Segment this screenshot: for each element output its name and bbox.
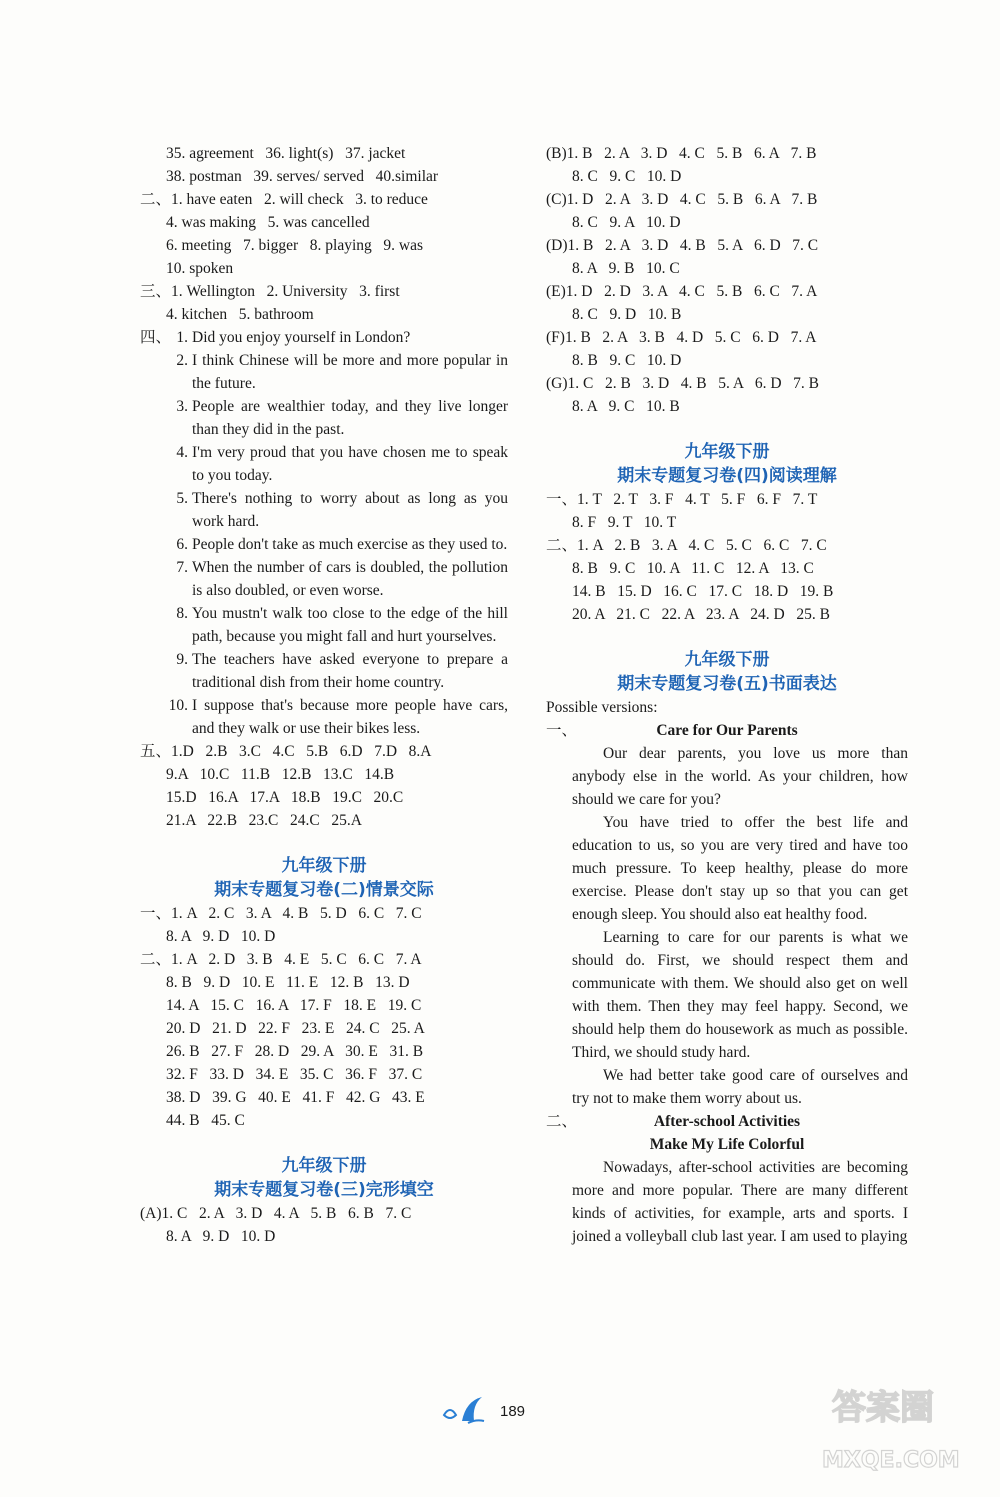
grade-heading: 九年级下册 xyxy=(281,856,367,876)
answer-line: 26. B 27. F 28. D 29. A 30. E 31. B xyxy=(166,1043,424,1060)
sentence-item: 5. There's nothing to worry about as long as you work hard. xyxy=(176,490,508,530)
sentence-item: 10. I suppose that's because more people have cars, and they walk or use their bikes less. xyxy=(168,697,508,737)
answer-line: 8. A 9. C 10. B xyxy=(572,398,680,415)
essay-paragraph: Learning to care for our parents is what we should do. First, we should respect them and communicate with them. We should also get on well with them. Then they may feel happy. Second, we should help them do housework as much as possible. Third, we should study hard. xyxy=(572,929,908,1061)
answer-line: 38. D 39. G 40. E 41. F 42. G 43. E xyxy=(166,1089,425,1106)
exam-title: 期末专题复习卷(四)阅读理解 xyxy=(617,466,837,486)
answer-line: (B)1. B 2. A 3. D 4. C 5. B 6. A 7. B xyxy=(546,145,817,162)
answer-line: 8. C 9. D 10. B xyxy=(572,306,682,323)
watermark-text: 答案圈 xyxy=(832,1388,934,1428)
sentence-item: 7. When the number of cars is doubled, the pollution is also doubled, or even worse. xyxy=(176,559,508,599)
answer-line: 8. B 9. D 10. E 11. E 12. B 13. D xyxy=(166,974,410,991)
essay-title: After-school Activities xyxy=(653,1113,801,1130)
possible-versions-label: Possible versions: xyxy=(546,699,658,716)
answer-line: 8. A 9. D 10. D xyxy=(166,1228,276,1245)
left-column xyxy=(140,142,508,1248)
answer-line: 44. B 45. C xyxy=(166,1112,245,1129)
sentence-item: 9. The teachers have asked everyone to prepare a traditional dish from their home country. xyxy=(176,651,508,691)
grade-heading: 九年级下册 xyxy=(684,442,770,462)
essay-one xyxy=(546,719,908,1110)
exam-title: 期末专题复习卷(三)完形填空 xyxy=(214,1180,434,1200)
sentence-item: 6. People don't take as much exercise as they used to. xyxy=(176,536,508,553)
answer-line: 4. was making 5. was cancelled xyxy=(166,214,370,231)
answer-line: 20. D 21. D 22. F 23. E 24. C 25. A xyxy=(166,1020,425,1037)
answer-line: (A)1. C 2. A 3. D 4. A 5. B 6. B 7. C xyxy=(140,1205,412,1222)
sentence-item: 2. I think Chinese will be more and more popular in the future. xyxy=(176,352,508,392)
sentence-item: 3. People are wealthier today, and they live longer than they did in the past. xyxy=(176,398,508,438)
answer-line: 8. C 9. A 10. D xyxy=(572,214,681,231)
answer-line: (F)1. B 2. A 3. B 4. D 5. C 6. D 7. A xyxy=(546,329,817,346)
answer-line: 15.D 16.A 17.A 18.B 19.C 20.C xyxy=(166,789,404,806)
answer-line: 8. A 9. B 10. C xyxy=(572,260,680,277)
exam-title: 期末专题复习卷(二)情景交际 xyxy=(214,880,434,900)
sentence-list xyxy=(140,326,508,740)
answer-line: 三、1. Wellington 2. University 3. first xyxy=(140,283,400,300)
sentence-item: 8. You mustn't walk too close to the edge of the hill path, because you might fall and hurt yourselves. xyxy=(176,605,508,645)
page-footer xyxy=(440,1395,525,1427)
answer-line: (E)1. D 2. D 3. A 4. C 5. B 6. C 7. A xyxy=(546,283,818,300)
answer-line: (C)1. D 2. A 3. D 4. C 5. B 6. A 7. B xyxy=(546,191,818,208)
answer-line: 38. postman 39. serves/ served 40.similar xyxy=(166,168,439,185)
page-number: 189 xyxy=(500,1402,526,1420)
answer-line: 20. A 21. C 22. A 23. A 24. D 25. B xyxy=(572,606,830,623)
answer-line: 10. spoken xyxy=(166,260,234,277)
answer-line: 二、1. A 2. B 3. A 4. C 5. C 6. C 7. C xyxy=(546,537,827,554)
answer-line: 9.A 10.C 11.B 12.B 13.C 14.B xyxy=(166,766,395,783)
answer-line: 二、1. have eaten 2. will check 3. to reduce xyxy=(140,191,428,208)
grade-heading: 九年级下册 xyxy=(281,1156,367,1176)
answer-line: 8. A 9. D 10. D xyxy=(166,928,276,945)
sentence-item: 4. I'm very proud that you have chosen me to speak to you today. xyxy=(176,444,508,484)
essay-title: Care for Our Parents xyxy=(656,722,798,739)
answer-line: 一、1. A 2. C 3. A 4. B 5. D 6. C 7. C xyxy=(140,905,422,922)
answer-line: 4. kitchen 5. bathroom xyxy=(166,306,314,323)
answer-line: 8. C 9. C 10. D xyxy=(572,168,682,185)
publisher-logo-icon xyxy=(440,1395,488,1427)
right-column xyxy=(546,142,908,1248)
answer-line: 35. agreement 36. light(s) 37. jacket xyxy=(166,145,406,162)
sentence-item: 1. Did you enjoy yourself in London? xyxy=(176,329,411,346)
watermark-logo xyxy=(792,1369,992,1489)
grade-heading: 九年级下册 xyxy=(684,650,770,670)
essay-paragraph: Nowadays, after-school activities are becoming more and more popular. There are many different kinds of activities, for example, arts and sports. I joined a volleyball club last year. I am used to playing xyxy=(572,1159,908,1245)
section-marker: 一、 xyxy=(546,722,578,739)
answer-line: 8. F 9. T 10. T xyxy=(572,514,677,531)
essay-paragraph: You have tried to offer the best life and education to us, so you are very tired and have too much pressure. To keep healthy, please do more exercise. Please don't stay up so that you can get enough sleep. You should also eat healthy food. xyxy=(572,814,908,923)
essay-subtitle: Make My Life Colorful xyxy=(649,1136,805,1153)
answer-line: (D)1. B 2. A 3. D 4. B 5. A 6. D 7. C xyxy=(546,237,819,254)
exam-title: 期末专题复习卷(五)书面表达 xyxy=(617,674,837,694)
answer-line: (G)1. C 2. B 3. D 4. B 5. A 6. D 7. B xyxy=(546,375,819,392)
answer-line: 6. meeting 7. bigger 8. playing 9. was xyxy=(166,237,423,254)
answer-line: 21.A 22.B 23.C 24.C 25.A xyxy=(166,812,362,829)
answer-line: 14. B 15. D 16. C 17. C 18. D 19. B xyxy=(572,583,834,600)
watermark-url: MXQE.COM xyxy=(822,1448,960,1473)
essay-two xyxy=(546,1110,908,1248)
section-marker: 二、 xyxy=(546,1113,578,1130)
answer-line: 8. B 9. C 10. A 11. C 12. A 13. C xyxy=(572,560,814,577)
section-marker: 四、 xyxy=(140,329,172,346)
essay-paragraph: Our dear parents, you love us more than anybody else in the world. As your children, how should we care for you? xyxy=(572,745,908,808)
answer-line: 8. B 9. C 10. D xyxy=(572,352,682,369)
answer-line: 二、1. A 2. D 3. B 4. E 5. C 6. C 7. A xyxy=(140,951,422,968)
answer-line: 一、1. T 2. T 3. F 4. T 5. F 6. F 7. T xyxy=(546,491,818,508)
answer-line: 五、1.D 2.B 3.C 4.C 5.B 6.D 7.D 8.A xyxy=(140,743,432,760)
answer-line: 14. A 15. C 16. A 17. F 18. E 19. C xyxy=(166,997,422,1014)
essay-paragraph: We had better take good care of ourselves and try not to make them worry about us. xyxy=(572,1067,908,1107)
answer-line: 32. F 33. D 34. E 35. C 36. F 37. C xyxy=(166,1066,423,1083)
